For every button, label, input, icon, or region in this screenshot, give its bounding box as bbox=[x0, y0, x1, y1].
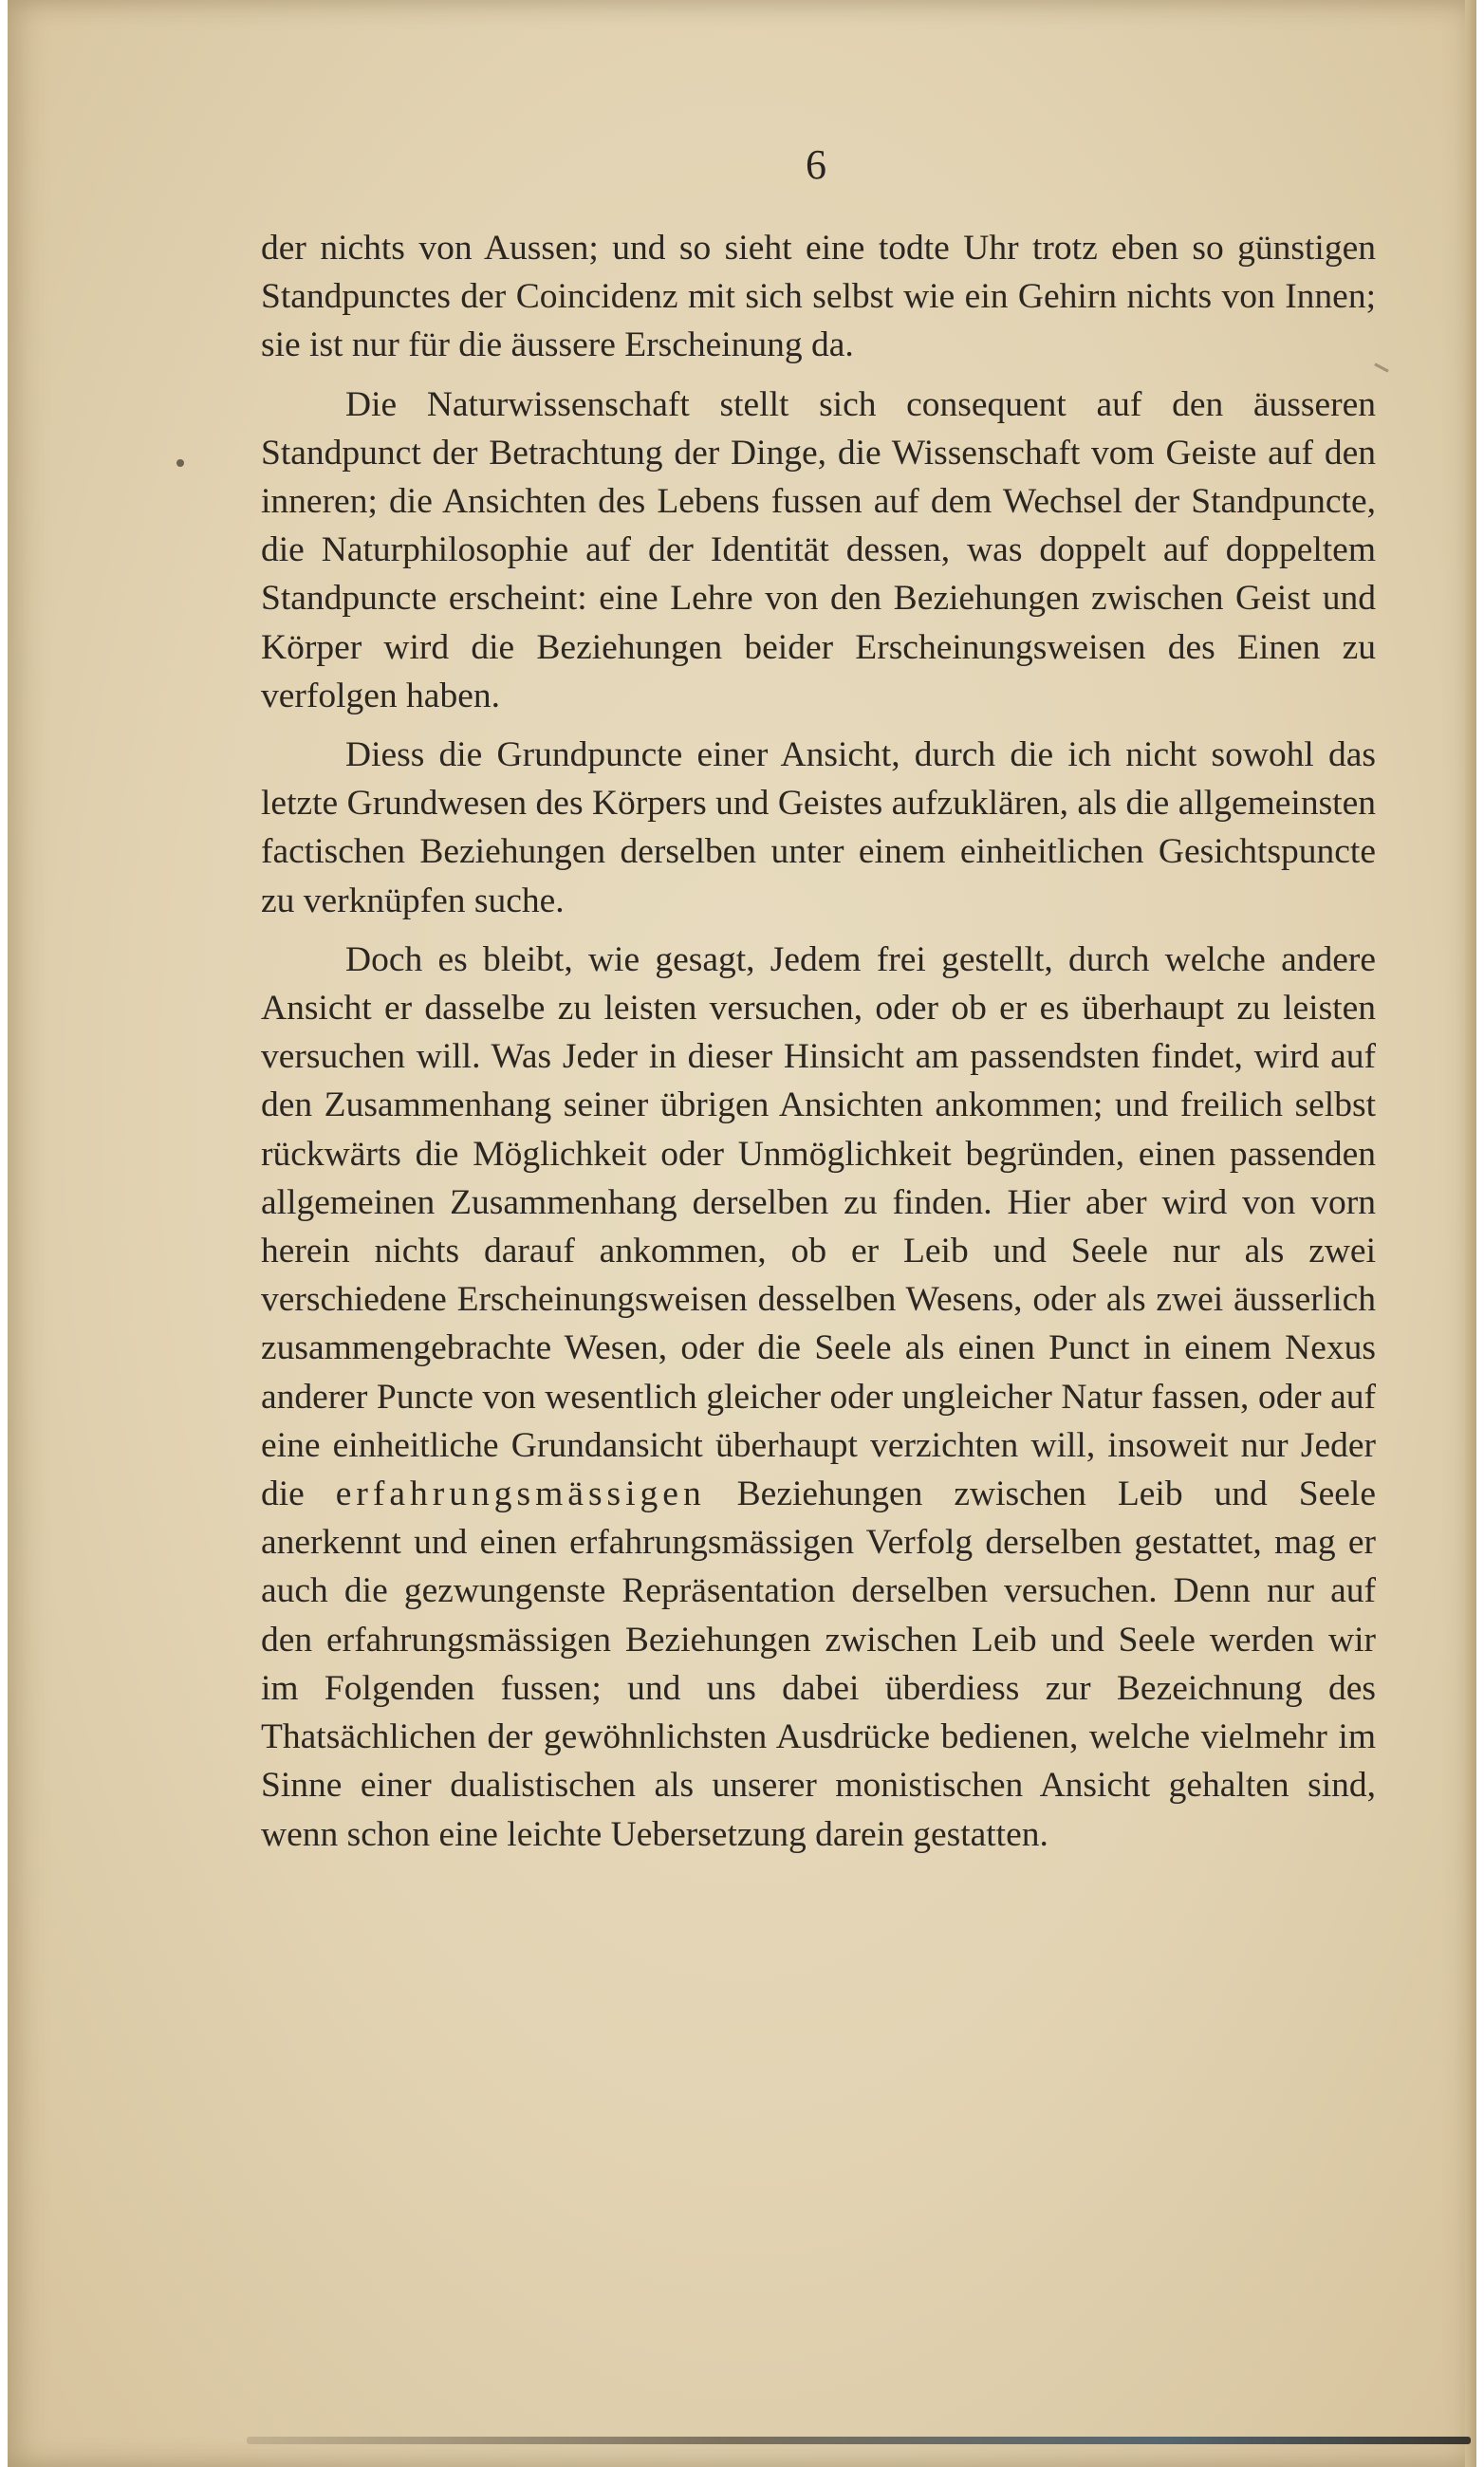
paragraph-naturwissenschaft: Die Naturwissenschaft stellt sich consequent auf den äusseren Standpunct der Betrachtung der Dinge, die Wissenschaft vom Geiste auf den inneren; die Ansichten des Lebens fussen auf dem Wechsel der Standpuncte, die Naturphilosophie auf der Identität dessen, was doppelt auf doppeltem Standpuncte erscheint: eine Lehre von den Beziehungen zwischen Geist und Körper wird die Beziehungen beider Erscheinungsweisen des Einen zu verfolgen haben. bbox=[261, 384, 1376, 715]
body-text bbox=[261, 224, 1376, 1869]
paragraph-text-start: Doch es bleibt, wie gesagt, Jedem frei gestellt, durch welche andere Ansicht er dasselbe zu leisten versuchen, oder ob er es überhaupt zu leisten versuchen will. Was Jeder in dieser Hinsicht am passendsten findet, wird auf den Zusammenhang seiner übrigen Ansichten ankommen; und freilich selbst rückwärts die Möglichkeit oder Unmöglichkeit begründen, einen passenden allgemeinen Zusammenhang derselben zu finden. Hier aber wird von vorn herein nichts darauf ankommen, ob er Leib und Seele nur als zwei verschiedene Erscheinungsweisen desselben Wesens, oder als zwei äusserlich zusammengebrachte Wesen, oder die Seele als einen Punct in einem Nexus anderer Puncte von wesentlich gleicher oder ungleicher Natur fassen, oder auf eine einheitliche Grundansicht überhaupt verzichten will, insoweit nur Jeder die bbox=[261, 939, 1376, 1514]
paragraph-text-end: Beziehungen zwischen Leib und Seele anerkennt und einen erfahrungsmässigen Verfolg derselben gestattet, mag er auch die gezwungenste Repräsentation derselben versuchen. Denn nur auf den erfahrungsmässigen Beziehungen zwischen Leib und Seele werden wir im Folgenden fussen; und uns dabei überdiess zur Bezeichnung des Thatsächlichen der gewöhnlichsten Ausdrücke bedienen, welche vielmehr im Sinne einer dualistischen als unserer monistischen Ansicht gehalten sind, wenn schon eine leichte Uebersetzung darein gestatten. bbox=[261, 1475, 1376, 1854]
page-edge-shadow bbox=[1465, 0, 1476, 2467]
margin-dot-mark bbox=[176, 459, 184, 467]
page-number: 6 bbox=[806, 141, 826, 188]
bottom-page-edge bbox=[247, 2437, 1471, 2444]
emphasized-word: erfahrungsmässigen bbox=[335, 1475, 706, 1514]
paragraph-continuation: der nichts von Aussen; und so sieht eine todte Uhr trotz eben so günstigen Standpunctes der Coincidenz mit sich selbst wie ein Gehirn nichts von Innen; sie ist nur für die äussere Erscheinung da. bbox=[261, 229, 1376, 365]
paragraph-doch-es-bleibt bbox=[261, 936, 1376, 1859]
paragraph-grundpuncte: Diess die Grundpuncte einer Ansicht, durch die ich nicht sowohl das letzte Grundwesen des Körpers und Geistes aufzuklären, als die allgemeinsten factischen Beziehungen derselben unter einem einheitlichen Gesichtspuncte zu verknüpfen suche. bbox=[261, 735, 1376, 920]
